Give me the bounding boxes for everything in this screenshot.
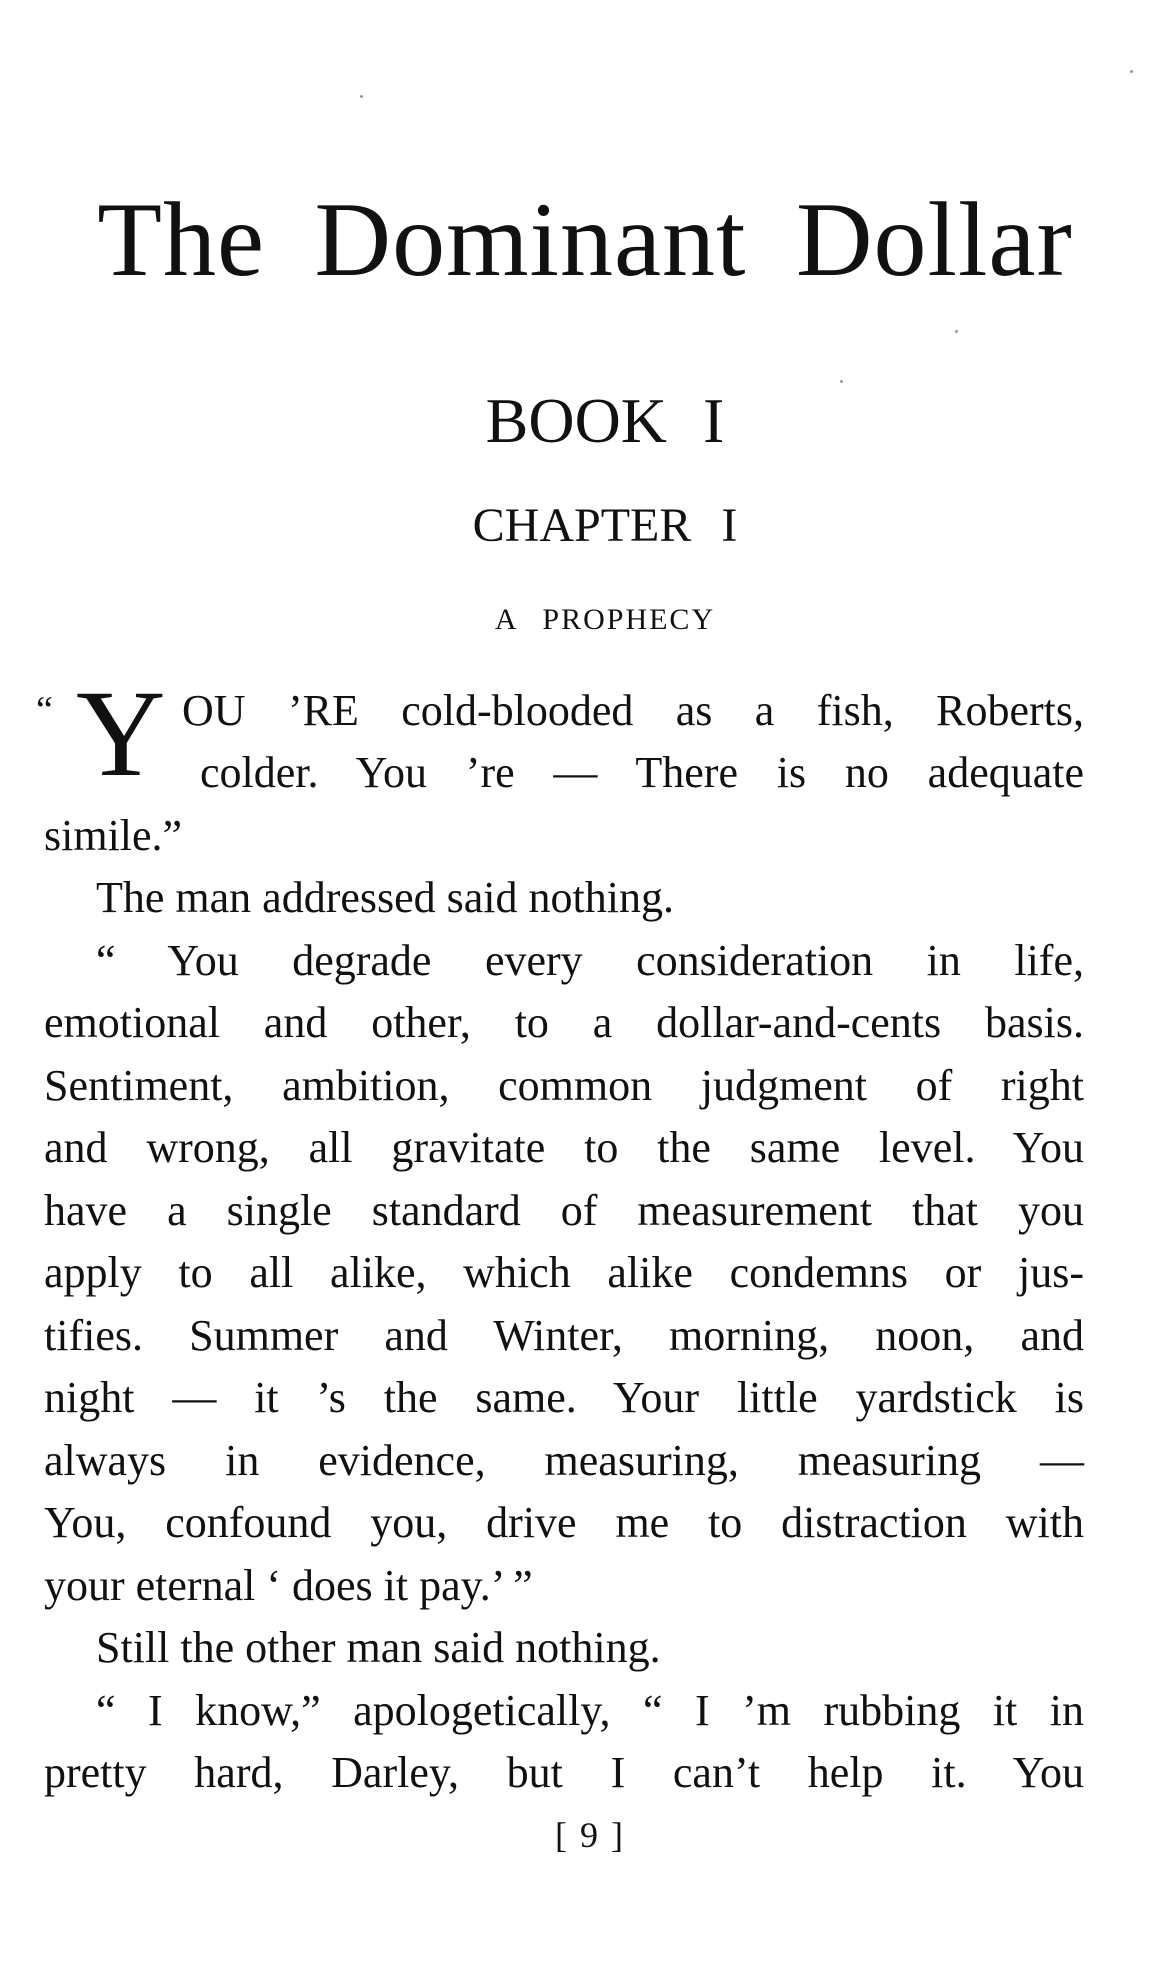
paragraph-line: always in evidence, measuring, measuring — [44, 1435, 1084, 1485]
opening-line-2: colder. You ’re — There is no adequate [200, 748, 1084, 797]
paragraph-line [200, 742, 1084, 805]
paragraph-line: “ You degrade every consideration in life, [96, 935, 1084, 985]
paper-speck [360, 95, 363, 98]
paragraph-line: have a single standard of measurement that you [44, 1185, 1084, 1235]
paragraph-line: Still the other man said nothing. [96, 1623, 661, 1672]
body-text [44, 867, 1084, 1805]
paper-speck [1130, 70, 1133, 73]
chapter-title: A PROPHECY [494, 603, 716, 636]
paragraph-line: You, confound you, drive me to distraction with [44, 1498, 1084, 1547]
paragraph-line: emotional and other, to a dollar-and-cents basis. [44, 998, 1084, 1047]
page-number: [ 9 ] [555, 1815, 625, 1855]
opening-line-3: simile.” [44, 811, 183, 860]
paragraph-line: pretty hard, Darley, but I can’t help it. You [44, 1748, 1084, 1797]
paragraph-line: The man addressed said nothing. [96, 873, 674, 922]
paper-speck [955, 330, 958, 333]
paragraph-line: and wrong, all gravitate to the same level. You [44, 1123, 1084, 1172]
paragraph-line: apply to all alike, which alike condemns or jus- [44, 1248, 1084, 1297]
paragraph-line: your eternal ‘ does it pay.’ ” [44, 1560, 533, 1610]
drop-cap-letter: Y [76, 665, 166, 802]
paper-speck [840, 380, 843, 383]
paragraph-line [44, 805, 1084, 868]
paragraph-line [182, 680, 1084, 743]
paragraph-line: “ I know,” apologetically, “ I ’m rubbing it in [96, 1685, 1084, 1735]
paragraph-line: Sentiment, ambition, common judgment of right [44, 1060, 1084, 1110]
opening-line-1: OU ’RE cold-blooded as a fish, Roberts, [182, 686, 1084, 735]
book-title: The Dominant Dollar [97, 181, 1073, 298]
book-heading: BOOK I [485, 385, 725, 456]
paragraph-line: night — it ’s the same. Your little yardstick is [44, 1373, 1084, 1422]
opening-quote-mark: “ [36, 689, 53, 731]
chapter-heading: CHAPTER I [472, 499, 738, 552]
paragraph-line: tifies. Summer and Winter, morning, noon, and [44, 1310, 1084, 1360]
